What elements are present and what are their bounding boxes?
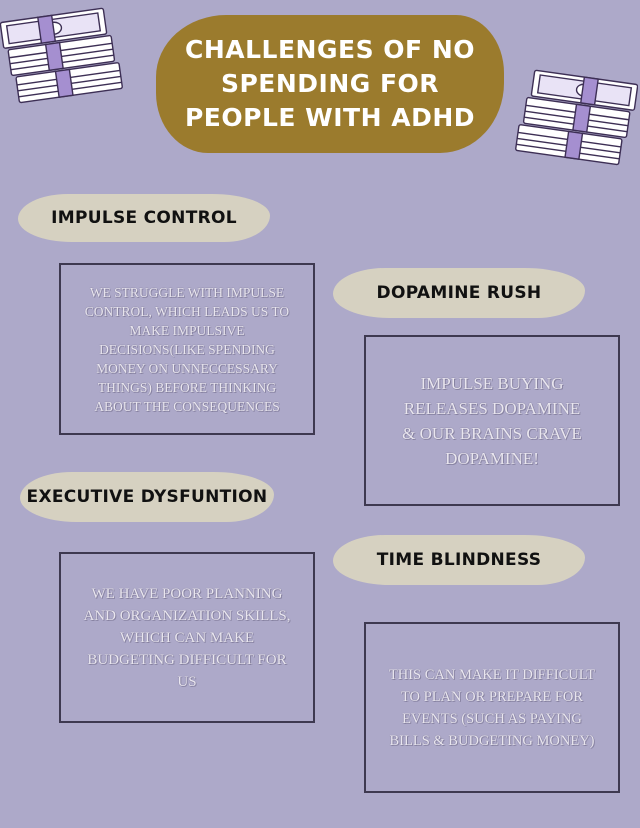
heading-label: DOPAMINE RUSH bbox=[376, 283, 542, 303]
money-stack-icon bbox=[0, 0, 130, 112]
card-text: WE HAVE POOR PLANNING AND ORGANIZATION SKILLS, WHICH CAN MAKE BUDGETING DIFFICULT FOR US bbox=[83, 585, 291, 690]
card-time-blindness bbox=[364, 622, 620, 793]
heading-label: TIME BLINDNESS bbox=[376, 550, 542, 570]
card-executive-dysfunction bbox=[59, 552, 315, 723]
heading-executive-dysfunction bbox=[20, 472, 274, 522]
heading-impulse-control bbox=[18, 194, 270, 242]
card-text: THIS CAN MAKE IT DIFFICULT TO PLAN OR PREPARE FOR EVENTS (SUCH AS PAYING BILLS & BUDGETING MONEY) bbox=[388, 666, 596, 749]
card-dopamine-rush bbox=[364, 335, 620, 506]
page-title: CHALLENGES OF NO SPENDING FOR PEOPLE WITH ADHD bbox=[184, 35, 476, 132]
card-impulse-control bbox=[59, 263, 315, 435]
title-banner bbox=[156, 15, 504, 153]
heading-dopamine-rush bbox=[333, 268, 585, 318]
heading-time-blindness bbox=[333, 535, 585, 585]
card-text: IMPULSE BUYING RELEASES DOPAMINE & OUR BRAINS CRAVE DOPAMINE! bbox=[402, 373, 582, 468]
heading-label: IMPULSE CONTROL bbox=[51, 208, 237, 228]
card-text: WE STRUGGLE WITH IMPULSE CONTROL, WHICH LEADS US TO MAKE IMPULSIVE DECISIONS(LIKE SPENDING MONEY ON UNNECCESSARY THINGS) BEFORE THINKING ABOUT THE CONSEQUENCES bbox=[84, 284, 290, 414]
heading-label: EXECUTIVE DYSFUNTION bbox=[26, 487, 268, 507]
money-stack-icon bbox=[508, 62, 638, 174]
